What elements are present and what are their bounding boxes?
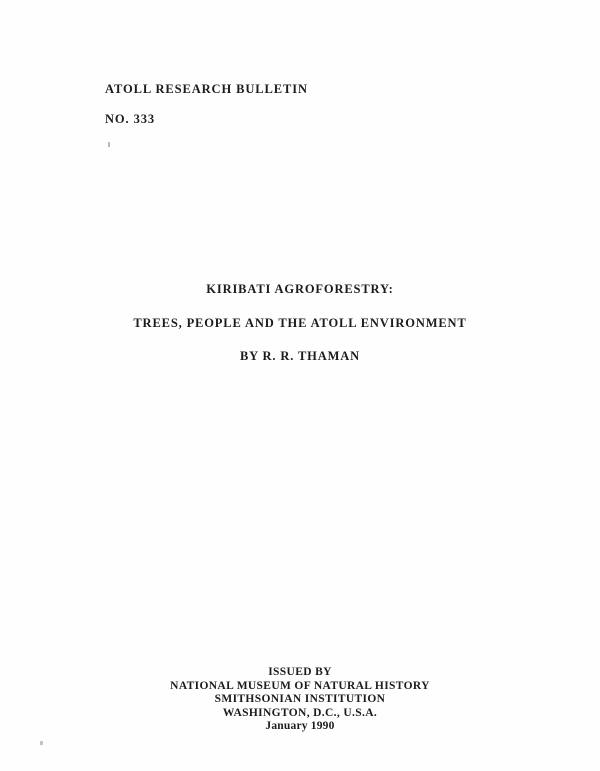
page-title: KIRIBATI AGROFORESTRY: (206, 282, 394, 296)
series-title: ATOLL RESEARCH BULLETIN (105, 82, 308, 96)
series-header (105, 82, 308, 127)
imprint-date: January 1990 (265, 720, 335, 732)
page-subtitle: TREES, PEOPLE AND THE ATOLL ENVIRONMENT (133, 315, 467, 330)
title-block (0, 283, 600, 363)
scan-speck (40, 741, 43, 745)
imprint-museum: NATIONAL MUSEUM OF NATURAL HISTORY (170, 679, 430, 692)
author-line: BY R. R. THAMAN (239, 349, 361, 363)
imprint-block (0, 666, 600, 734)
imprint-institution: SMITHSONIAN INSTITUTION (214, 693, 386, 705)
series-number: NO. 333 (105, 112, 156, 126)
imprint-issued-by: ISSUED BY (268, 666, 332, 678)
scan-speck (108, 142, 110, 147)
imprint-location: WASHINGTON, D.C., U.S.A. (222, 706, 378, 719)
